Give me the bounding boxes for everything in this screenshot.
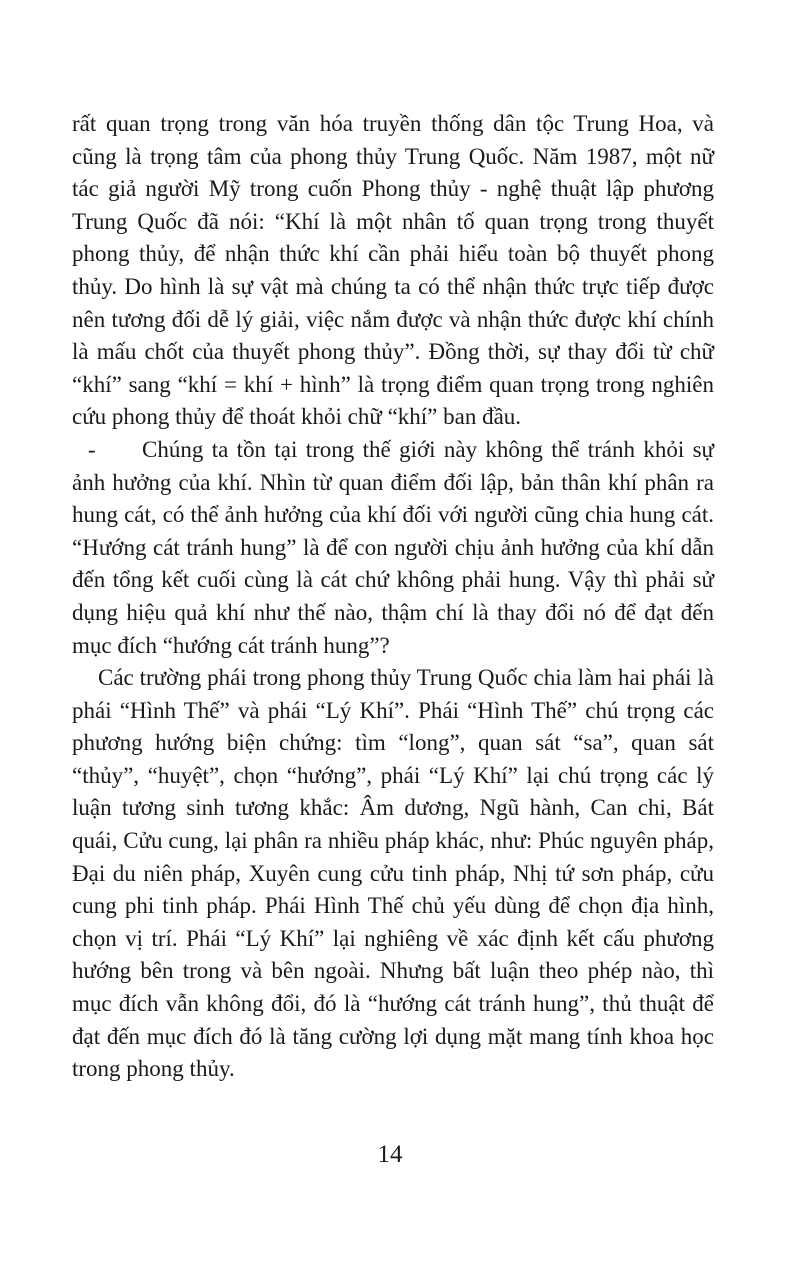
page-number: 14 xyxy=(377,1141,403,1168)
paragraph-continuation: rất quan trọng trong văn hóa truyền thống dân tộc Trung Hoa, và cũng là trọng tâm của phong thủy Trung Quốc. Năm 1987, một nữ tác giả người Mỹ trong cuốn Phong thủy - nghệ thuật lập phương Trung Quốc đã nói: “Khí là một nhân tố quan trọng trong thuyết phong thủy, để nhận thức khí cần phải hiểu toàn bộ thuyết phong thủy. Do hình là sự vật mà chúng ta có thể nhận thức trực tiếp được nên tương đối dễ lý giải, việc nắm được và nhận thức được khí chính là mấu chốt của thuyết phong thủy”. Đồng thời, sự thay đổi từ chữ “khí” sang “khí = khí + hình” là trọng điểm quan trọng trong nghiên cứu phong thủy để thoát khỏi chữ “khí” ban đầu. xyxy=(72,111,714,430)
paragraph-dash-text: Chúng ta tồn tại trong thế giới này không thể tránh khỏi sự ảnh hưởng của khí. Nhìn từ quan điểm đối lập, bản thân khí phân ra hung cát, có thể ảnh hưởng của khí đối với người cũng chia hung cát. “Hướng cát tránh hung” là để con người chịu ảnh hưởng của khí dẫn đến tổng kết cuối cùng là cát chứ không phải hung. Vậy thì phải sử dụng hiệu quả khí như thế nào, thậm chí là thay đổi nó để đạt đến mục đích “hướng cát tránh hung”? xyxy=(72,436,714,658)
body-text xyxy=(72,108,714,1086)
paragraph-dash-item xyxy=(72,434,714,662)
dash-marker: - xyxy=(88,436,96,462)
paragraph-schools: Các trường phái trong phong thủy Trung Quốc chia làm hai phái là phái “Hình Thế” và phái “Lý Khí”. Phái “Hình Thế” chú trọng các phương hướng biện chứng: tìm “long”, quan sát “sa”, quan sát “thủy”, “huyệt”, chọn “hướng”, phái “Lý Khí” lại chú trọng các lý luận tương sinh tương khắc: Âm dương, Ngũ hành, Can chi, Bát quái, Cửu cung, lại phân ra nhiều pháp khác, như: Phúc nguyên pháp, Đại du niên pháp, Xuyên cung cửu tinh pháp, Nhị tứ sơn pháp, cửu cung phi tinh pháp. Phái Hình Thế chủ yếu dùng để chọn địa hình, chọn vị trí. Phái “Lý Khí” lại nghiêng về xác định kết cấu phương hướng bên trong và bên ngoài. Nhưng bất luận theo phép nào, thì mục đích vẫn không đổi, đó là “hướng cát tránh hung”, thủ thuật để đạt đến mục đích đó là tăng cường lợi dụng mặt mang tính khoa học trong phong thủy. xyxy=(72,665,714,1082)
